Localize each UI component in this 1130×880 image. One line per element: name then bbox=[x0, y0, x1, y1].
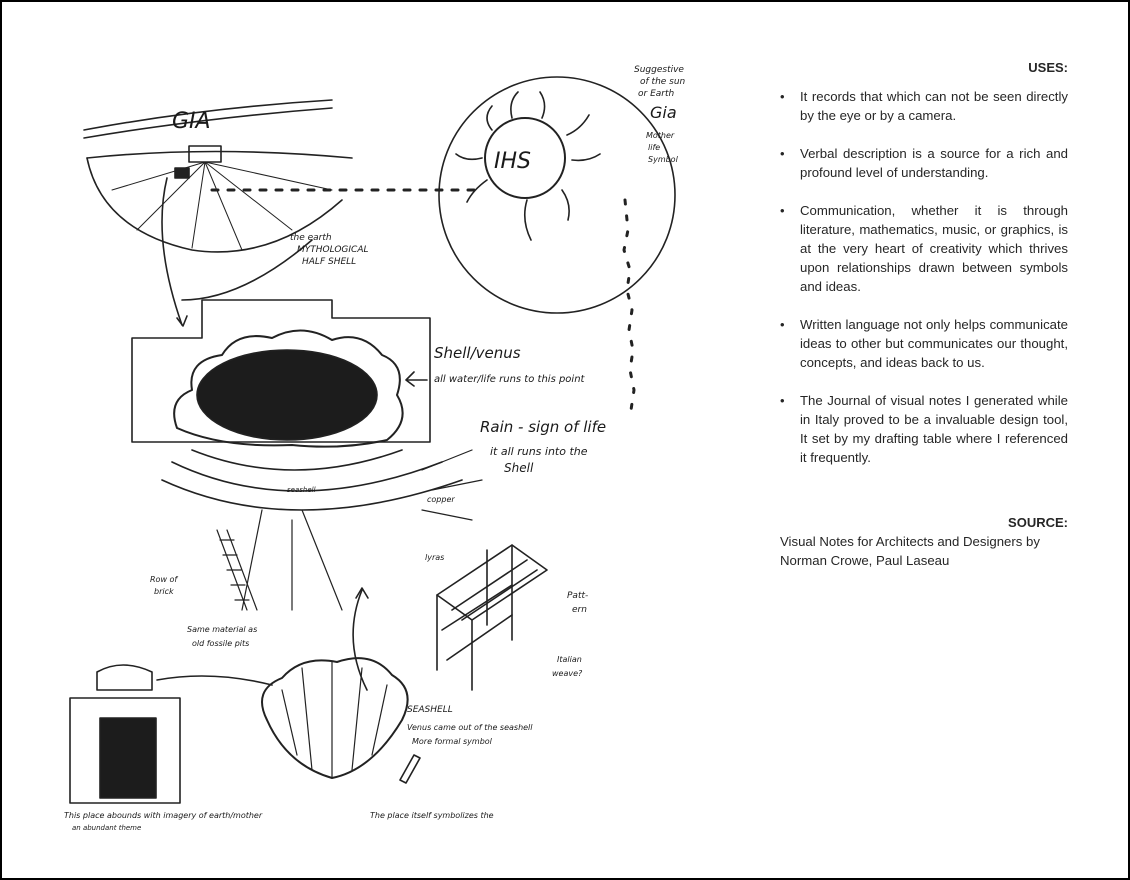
label-all-runs: it all runs into the bbox=[490, 445, 588, 458]
label-italian-1: Italian bbox=[557, 655, 582, 664]
uses-item-1: • It records that which can not be seen directly by the eye or by a camera. bbox=[780, 87, 1068, 125]
label-seashell-title: SEASHELL bbox=[407, 705, 453, 715]
label-seashell-small: seashell bbox=[287, 486, 316, 494]
label-bottom-left-2: an abundant theme bbox=[72, 824, 142, 832]
brick-arc-3 bbox=[162, 480, 462, 510]
label-pattern-1: Patt- bbox=[567, 591, 589, 601]
label-the-earth: the earth bbox=[290, 233, 332, 243]
brick-path-lines bbox=[242, 510, 342, 610]
shell-label-arrowhead bbox=[406, 372, 414, 386]
arrow-left-curve bbox=[162, 178, 182, 325]
label-venus-came: Venus came out of the seashell bbox=[407, 723, 533, 732]
uses-item-2: • Verbal description is a source for a rich and profound level of understanding. bbox=[780, 144, 1068, 182]
label-more-formal: More formal symbol bbox=[412, 737, 492, 746]
uses-item-3: • Communication, whether it is through literature, mathematics, music, or graphics, is at the very heart of creativity which thrives upon relationships drawn between symbols and ideas. bbox=[780, 201, 1068, 296]
source-line-1: Visual Notes for Architects and Designers by bbox=[780, 534, 1040, 549]
arrow-up-head bbox=[356, 588, 368, 598]
label-bottom-right: The place itself symbolizes the bbox=[370, 811, 494, 820]
brick-arc-2 bbox=[192, 450, 402, 470]
label-bottom-left-1: This place abounds with imagery of earth/mother bbox=[64, 811, 263, 820]
shell-venus-dark-center bbox=[197, 350, 377, 440]
label-fossils: old fossile pits bbox=[192, 639, 250, 648]
uses-heading: USES: bbox=[1028, 60, 1068, 75]
arrow-up-curve bbox=[353, 590, 367, 690]
sun-outer-circle bbox=[439, 77, 675, 313]
label-suggestive-2: of the sun bbox=[640, 77, 686, 87]
label-italian-2: weave? bbox=[552, 669, 583, 678]
label-mythological: MYTHOLOGICAL bbox=[297, 245, 369, 255]
fountain-top bbox=[97, 665, 152, 690]
source-heading: SOURCE: bbox=[1008, 515, 1068, 530]
notes-column bbox=[780, 60, 1068, 570]
seashell-outline bbox=[262, 658, 408, 778]
label-row-of: Row of bbox=[150, 575, 178, 584]
label-gia-banner: GIA bbox=[172, 109, 211, 134]
fountain-dark-niche bbox=[100, 718, 156, 798]
halfshell-top-edge bbox=[87, 152, 352, 159]
label-mother-2: life bbox=[648, 143, 661, 152]
label-shell: Shell bbox=[504, 461, 534, 475]
herringbone-pattern bbox=[437, 545, 547, 690]
source-section bbox=[780, 515, 1068, 570]
label-suggestive-1: Suggestive bbox=[634, 65, 684, 75]
label-ihs: IHS bbox=[494, 149, 531, 174]
uses-item-4: • Written language not only helps communicate ideas to other but communicates our thought, concepts, and ideas back to us. bbox=[780, 315, 1068, 372]
label-pattern-2: ern bbox=[572, 605, 587, 615]
vertical-dotted-line bbox=[624, 200, 634, 410]
label-copper: copper bbox=[427, 495, 455, 504]
halfshell-block bbox=[175, 168, 189, 178]
pen-icon-body bbox=[400, 755, 420, 783]
label-shell-venus: Shell/venus bbox=[434, 344, 521, 362]
label-suggestive-3: or Earth bbox=[638, 89, 675, 99]
hand-sketch-drawing bbox=[42, 50, 732, 840]
label-brick: brick bbox=[154, 587, 174, 596]
label-mother-1: Mother bbox=[646, 131, 675, 140]
brick-rays bbox=[422, 450, 482, 520]
arrow-left-head bbox=[177, 316, 187, 326]
label-water-life: all water/life runs to this point bbox=[434, 374, 585, 385]
fountain-arrow bbox=[157, 676, 272, 685]
label-same-material: Same material as bbox=[187, 625, 258, 634]
label-lyras: lyras bbox=[425, 553, 445, 562]
sketch-svg bbox=[42, 50, 732, 840]
uses-list bbox=[780, 87, 1068, 467]
uses-item-5: • The Journal of visual notes I generated while in Italy proved to be a invaluable design tool, It set by my drafting table where I referenced it frequently. bbox=[780, 391, 1068, 467]
label-mother-3: Symbol bbox=[648, 155, 678, 164]
source-line-2: Norman Crowe, Paul Laseau bbox=[780, 553, 950, 568]
halfshell-plaque bbox=[189, 146, 221, 162]
label-suggestive-gia: Gia bbox=[650, 103, 677, 122]
label-rain: Rain - sign of life bbox=[480, 418, 607, 436]
label-halfshell: HALF SHELL bbox=[302, 257, 357, 267]
